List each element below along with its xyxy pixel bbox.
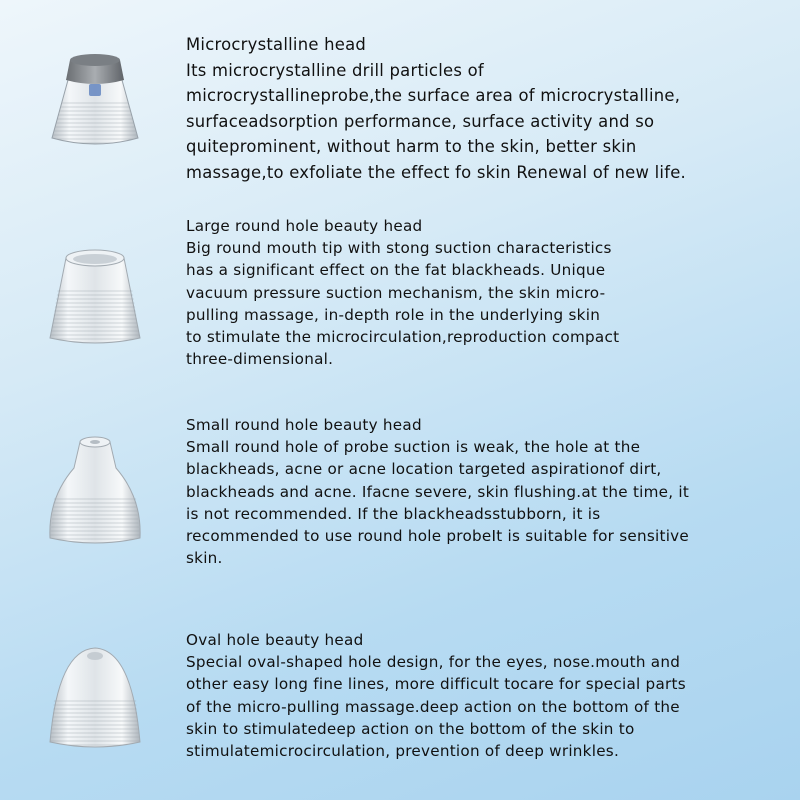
- microcrystalline-tip-icon: [40, 52, 150, 156]
- description-line: other easy long fine lines, more difficult tocare for special parts: [186, 675, 686, 694]
- description-line: surfaceadsorption performance, surface activity and so: [186, 111, 655, 131]
- description-line: blackheads, acne or acne location targeted aspirationof dirt,: [186, 460, 662, 479]
- description-line: is not recommended. If the blackheadsstubborn, it is: [186, 504, 601, 523]
- description-line: microcrystallineprobe,the surface area of microcrystalline,: [186, 86, 681, 106]
- description-line: to stimulate the microcirculation,reproduction compact: [186, 328, 620, 347]
- description-line: stimulatemicrocirculation, prevention of deep wrinkles.: [186, 742, 620, 761]
- description-line: skin to stimulatedeep action on the bottom of the skin to: [186, 719, 635, 738]
- large-round-hole-tip-icon: [40, 240, 150, 354]
- description-line: quiteprominent, without harm to the skin, better skin: [186, 137, 637, 157]
- description-line: recommended to use round hole probeIt is suitable for sensitive: [186, 527, 690, 546]
- description-line: has a significant effect on the fat blackheads. Unique: [186, 261, 606, 280]
- description-line: Its microcrystalline drill particles of: [186, 60, 484, 80]
- small-round-hole-tip-icon: [40, 428, 150, 552]
- description-line: massage,to exfoliate the effect fo skin Renewal of new life.: [186, 162, 687, 182]
- description-line: blackheads and acne. Ifacne severe, skin flushing.at the time, it: [186, 482, 690, 501]
- description-line: Special oval-shaped hole design, for the eyes, nose.mouth and: [186, 653, 681, 672]
- description-line: skin.: [186, 549, 223, 568]
- oval-hole-tip-icon: [40, 642, 150, 758]
- description-line: Small round hole of probe suction is weak, the hole at the: [186, 438, 641, 457]
- description-line: of the micro-pulling massage.deep action on the bottom of the: [186, 697, 680, 716]
- section-title: Microcrystalline head: [186, 35, 367, 54]
- description-line: pulling massage, in-depth role in the underlying skin: [186, 305, 601, 324]
- section-title: Small round hole beauty head: [186, 416, 422, 434]
- section-title: Large round hole beauty head: [186, 217, 423, 235]
- section-title: Oval hole beauty head: [186, 631, 364, 649]
- description-line: three-dimensional.: [186, 350, 334, 369]
- description-line: Big round mouth tip with stong suction characteristics: [186, 239, 612, 258]
- description-line: vacuum pressure suction mechanism, the skin micro-: [186, 283, 606, 302]
